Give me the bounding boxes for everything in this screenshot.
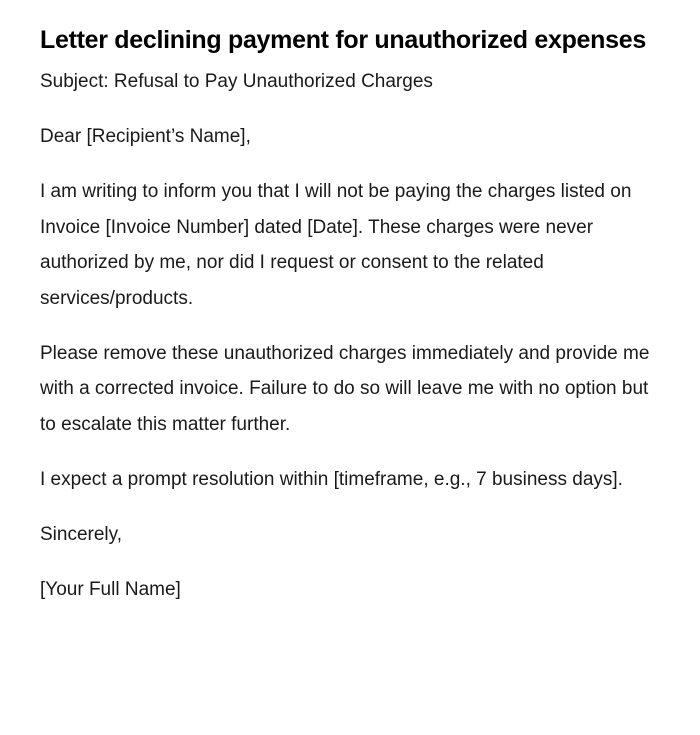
- letter-salutation: Dear [Recipient’s Name],: [40, 126, 251, 147]
- letter-subject: Subject: Refusal to Pay Unauthorized Charges: [40, 71, 433, 92]
- letter-paragraph-1: I am writing to inform you that I will not be paying the charges listed on Invoice [Invoice Number] dated [Date]. These charges were never authorized by me, nor did I request or consent to the related services/products.: [40, 181, 632, 309]
- letter-signature: [Your Full Name]: [40, 578, 181, 600]
- document-title: Letter declining payment for unauthorized expenses: [40, 26, 646, 54]
- letter-paragraph-3: I expect a prompt resolution within [timeframe, e.g., 7 business days].: [40, 468, 623, 490]
- letter-paragraph-2: Please remove these unauthorized charges immediately and provide me with a corrected invoice. Failure to do so will leave me with no option but to escalate this matter further.: [40, 342, 650, 435]
- letter-closing: Sincerely,: [40, 523, 123, 545]
- letter-document: [40, 18, 655, 607]
